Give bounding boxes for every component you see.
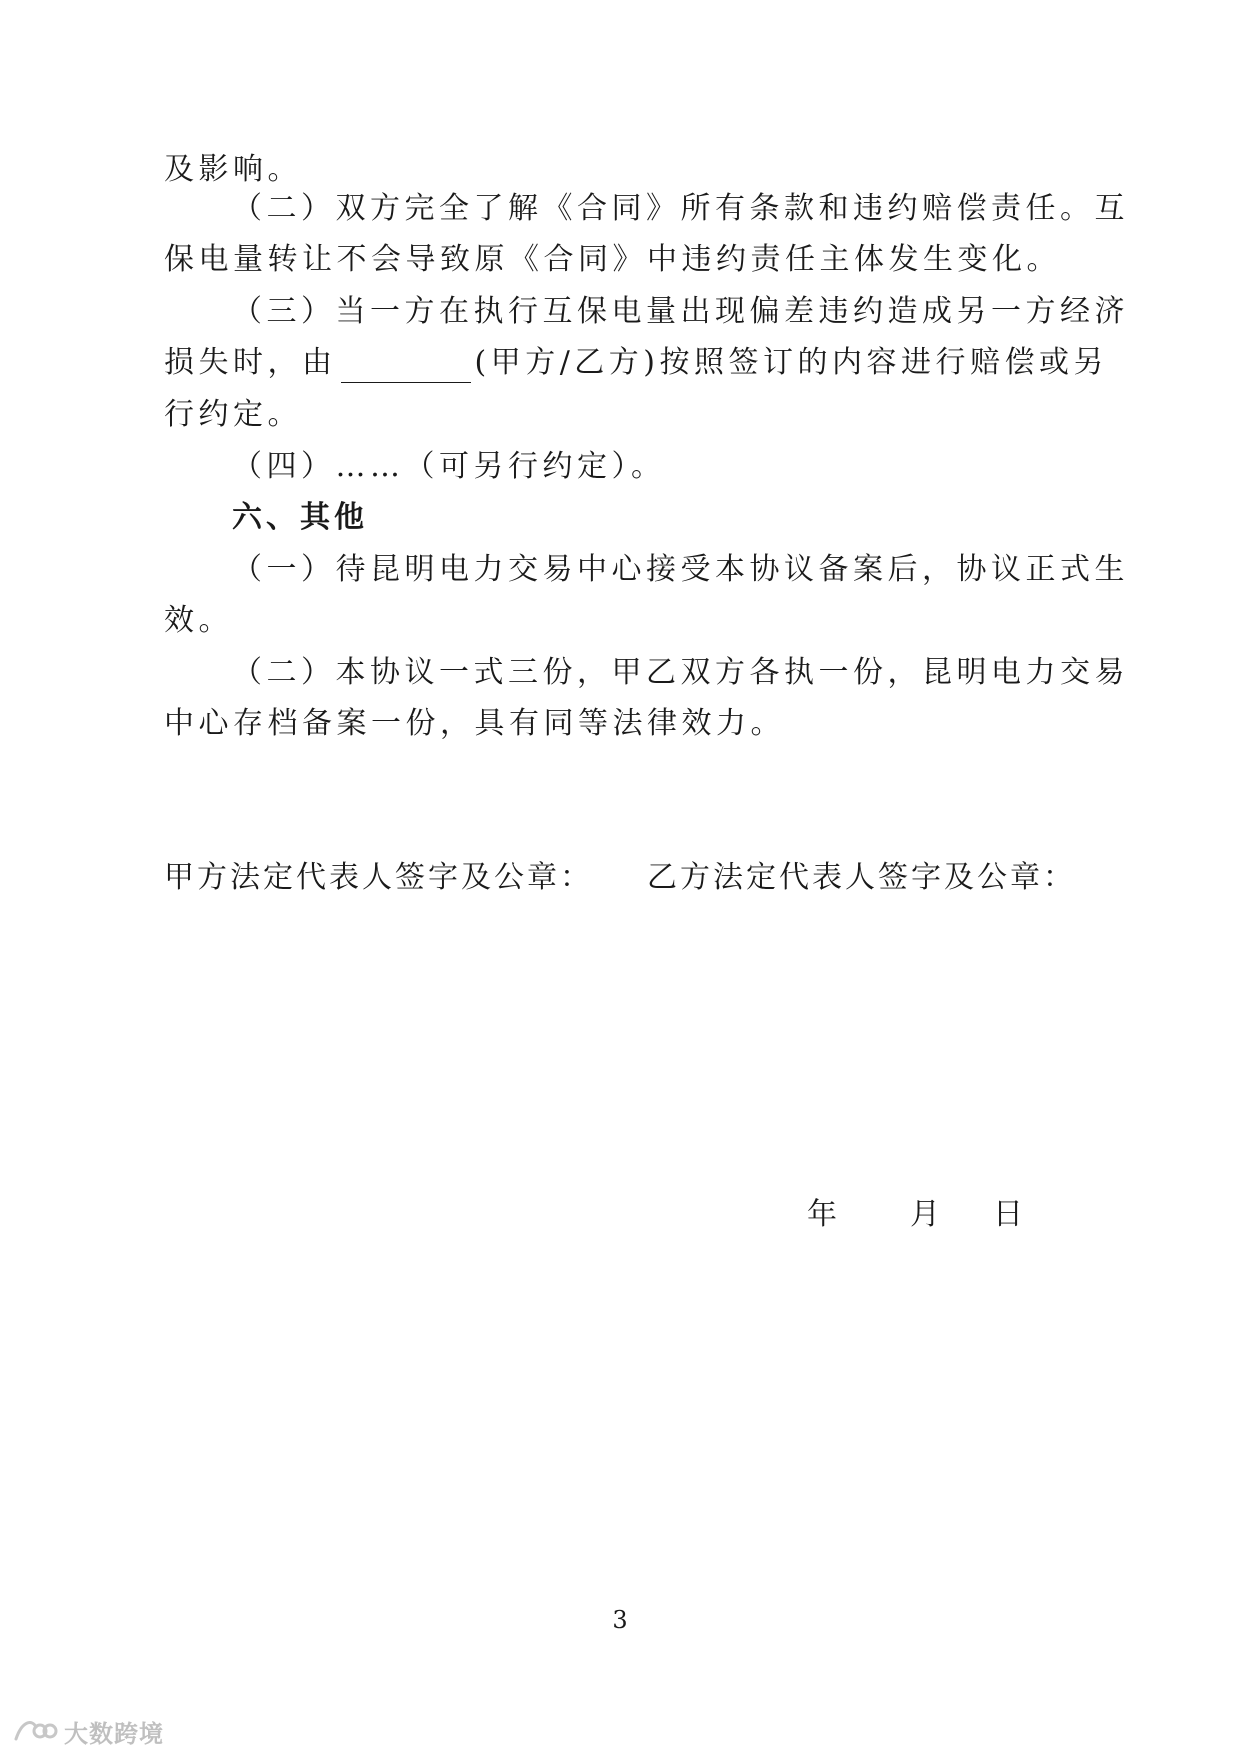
party-b-signature-label: 乙方法定代表人签字及公章：: [647, 860, 1076, 895]
paragraph-line: 行约定。: [164, 397, 302, 432]
party-a-signature-label: 甲方法定代表人签字及公章：: [164, 860, 593, 895]
date-day-label: 日: [993, 1197, 1023, 1232]
page-number: 3: [612, 1606, 628, 1634]
fill-in-blank: [341, 352, 471, 383]
paragraph-line: （二）双方完全了解《合同》所有条款和违约赔偿责任。互: [232, 191, 1129, 226]
paragraph-line: 中心存档备案一份，具有同等法律效力。: [164, 706, 785, 741]
paragraph-line: （二）本协议一式三份，甲乙双方各执一份，昆明电力交易: [232, 655, 1129, 690]
date-month-label: 月: [910, 1197, 940, 1232]
paragraph-line-with-blank: [164, 343, 1108, 383]
paragraph-text: (甲方/乙方)按照签订的内容进行赔偿或另: [474, 345, 1109, 380]
paragraph-text: 损失时，由: [164, 345, 337, 380]
paragraph-line: （一）待昆明电力交易中心接受本协议备案后，协议正式生: [232, 552, 1129, 587]
paragraph-line: 及影响。: [164, 152, 302, 187]
watermark-text: 大数跨境: [64, 1720, 164, 1748]
paragraph-line: 效。: [164, 603, 233, 638]
section-heading: 六、其他: [232, 500, 368, 535]
date-year-label: 年: [807, 1197, 837, 1232]
paragraph-line: （四）……（可另行约定）。: [232, 449, 666, 484]
watermark: [12, 1714, 164, 1749]
watermark-logo-icon: [12, 1715, 58, 1749]
paragraph-line: 保电量转让不会导致原《合同》中违约责任主体发生变化。: [164, 242, 1061, 277]
paragraph-line: （三）当一方在执行互保电量出现偏差违约造成另一方经济: [232, 294, 1129, 329]
